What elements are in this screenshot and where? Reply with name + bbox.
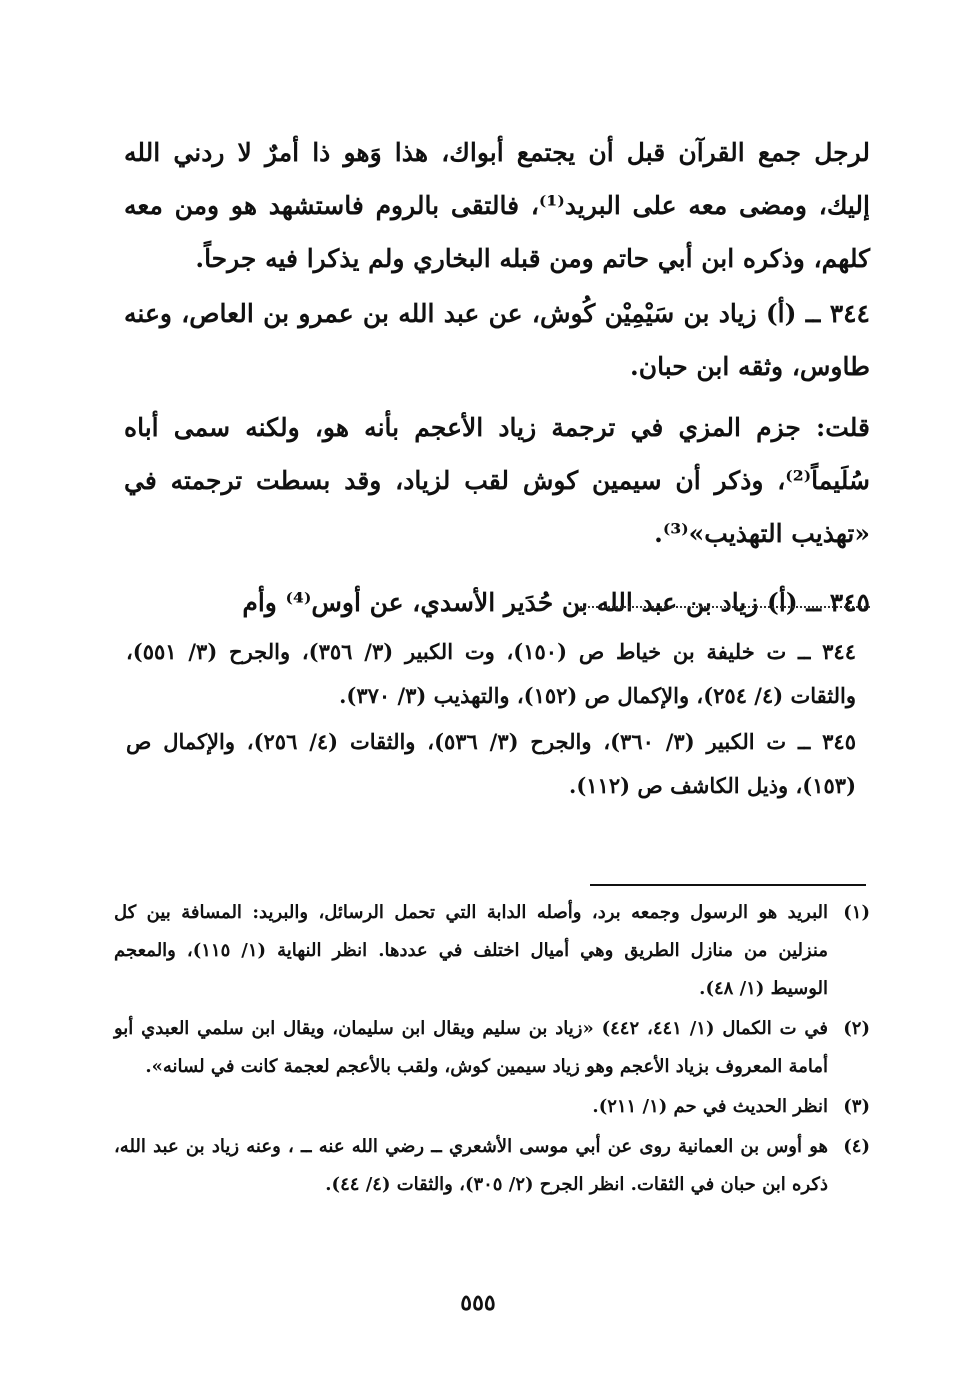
footnote-number: (١): [843, 902, 870, 923]
footnote-text: في ت الكمال (١/ ٤٤١، ٤٤٢) «زياد بن سليم ويقال ابن سليمان، ويقال ابن سلمي العبدي أبو أمامة المعروف بزياد الأعجم وهو زياد سيمين كوش، ولقب بالأعجم لعجمة كانت في لسانه».: [114, 1018, 829, 1077]
footnote-2: [114, 1010, 870, 1086]
footnote-1: [114, 894, 870, 1008]
entry-344: ٣٤٤ ــ (أ) زياد بن سَيْمِيْن كُوش، عن عبد الله بن عمرو بن العاص، وعنه طاوس، وثقه ابن حبان.: [124, 299, 870, 381]
main-text: [124, 126, 870, 629]
comment-344: قلت: جزم المزي في ترجمة زياد الأعجم بأنه هو، ولكنه سمى أباه سُلَيماً⁽²⁾، وذكر أن سيمين كوش لقب لزياد، وقد بسطت ترجمته في «تهذيب التهذيب»⁽³⁾.: [124, 413, 870, 548]
paragraph-continuation: لرجل جمع القرآن قبل أن يجتمع أبواك، هذا وَهو ذا أمرٌ لا ردني الله إليك، ومضى معه على البريد⁽¹⁾، فالتقى بالروم فاستشهد هو ومن معه كلهم، وذكره ابن أبي حاتم ومن قبله البخاري ولم يذكرا فيه جرحاً.: [124, 138, 870, 273]
footnote-4: [114, 1128, 870, 1204]
footnote-3: [114, 1088, 870, 1126]
footnote-rule: [590, 884, 866, 886]
footnotes: [114, 894, 870, 1206]
footnote-number: (٢): [843, 1018, 870, 1039]
source-note-344: ٣٤٤ ــ ت خليفة بن خياط ص (١٥٠)، وت الكبير (٣/ ٣٥٦)، والجرح (٣/ ٥٥١)، والثقات (٤/ ٢٥٤)، والإكمال ص (١٥٢)، والتهذيب (٣/ ٣٧٠).: [126, 639, 856, 708]
source-notes: [126, 630, 856, 810]
source-note-345: ٣٤٥ ــ ت الكبير (٣/ ٣٦٠)، والجرح (٣/ ٥٣٦)، والثقات (٤/ ٢٥٦)، والإكمال ص (١٥٣)، وذيل الكاشف ص (١١٢).: [126, 729, 856, 798]
footnote-number: (٣): [843, 1096, 870, 1117]
entry-345: ٣٤٥ ــ (أ) زياد بن عبد الله بن حُدَير الأسدي، عن أوس⁽⁴⁾ وأم: [242, 588, 870, 617]
footnote-text: انظر الحديث في حم (١/ ٢١١).: [592, 1096, 828, 1117]
footnote-number: (٤): [843, 1136, 870, 1157]
page-number: ٥٥٥: [460, 1290, 496, 1316]
footnote-text: هو أوس بن العمانية روى عن أبي موسى الأشعري ــ رضي الله عنه ــ ، وعنه زياد بن عبد الله، ذكره ابن حبان في الثقات. انظر الجرح (٢/ ٣٠٥)، والثقات (٤/ ٤٤).: [114, 1136, 828, 1195]
footnote-text: البريد هو الرسول وجمعه برد، وأصله الدابة التي تحمل الرسائل، والبريد: المسافة بين كل منزلين من منازل الطريق وهي أميال اختلف في عددها. انظر النهاية (١/ ١١٥)، والمعجم الوسيط (١/ ٤٨).: [114, 902, 828, 999]
dotted-separator: [580, 606, 870, 608]
